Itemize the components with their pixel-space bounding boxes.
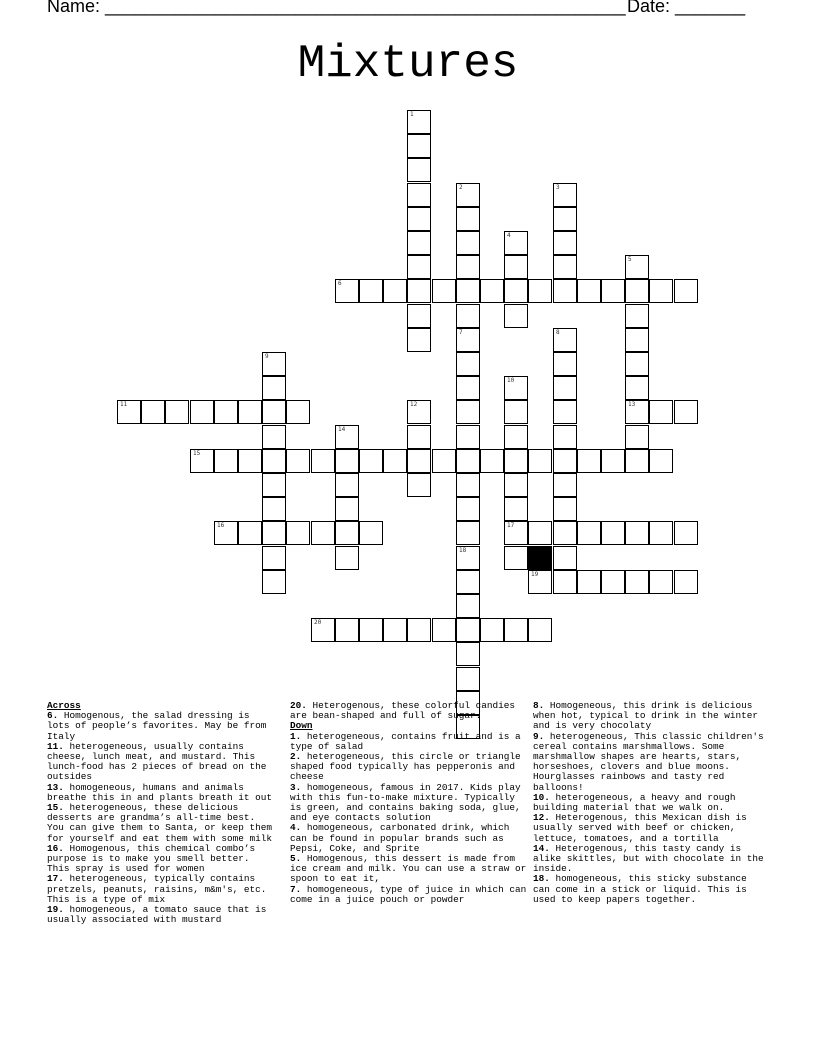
grid-cell[interactable] — [528, 279, 552, 303]
clue-text: homogeneous, a tomato sauce that is usually associated with mustard — [47, 904, 267, 926]
clue-text: Homogenous, this dessert is made from ice cream and milk. You can use a straw or spoon to eat it, — [290, 853, 527, 885]
grid-cell[interactable] — [407, 304, 431, 328]
grid-cell[interactable] — [504, 255, 528, 279]
clue-number: 17. — [47, 873, 64, 885]
grid-cell[interactable] — [335, 449, 359, 473]
grid-cell[interactable] — [214, 521, 238, 545]
grid-cell[interactable] — [286, 521, 310, 545]
grid-cell[interactable] — [456, 642, 480, 666]
clue-text: heterogeneous, these delicious desserts are grandma’s all-time best. You can give them to Santa, or keep them for yourself and eat them with some milk — [47, 802, 273, 844]
clue-text: heterogeneous, a heavy and rough building material that we walk on. — [533, 791, 736, 814]
grid-cell[interactable] — [504, 546, 528, 570]
clue-text: heterogeneous, this circle or triangle shaped food typically has pepperonis and cheese — [290, 751, 521, 783]
clue-number: 2. — [290, 751, 302, 763]
clue-number: 16 — [217, 522, 225, 529]
grid-cell[interactable] — [165, 400, 189, 424]
grid-cell[interactable] — [335, 497, 359, 521]
grid-cell[interactable] — [601, 521, 625, 545]
grid-cell[interactable] — [311, 449, 335, 473]
clue-number: 15 — [193, 450, 201, 457]
grid-cell[interactable] — [649, 521, 673, 545]
page-title: Mixtures — [297, 38, 519, 90]
grid-cell[interactable] — [117, 400, 141, 424]
grid-cell[interactable] — [625, 279, 649, 303]
clue-number: 10 — [507, 377, 515, 384]
grid-cell[interactable] — [601, 570, 625, 594]
grid-cell[interactable] — [674, 279, 698, 303]
grid-cell[interactable] — [456, 352, 480, 376]
grid-cell[interactable] — [407, 207, 431, 231]
grid-cell[interactable] — [335, 618, 359, 642]
grid-cell[interactable] — [359, 279, 383, 303]
clue-number: 15. — [47, 802, 64, 814]
date-line: Date: _______ — [627, 0, 746, 16]
black-square — [528, 546, 552, 570]
grid-cell[interactable] — [262, 425, 286, 449]
clue-number: 12 — [410, 401, 418, 408]
grid-cell[interactable] — [407, 134, 431, 158]
grid-cell[interactable] — [456, 521, 480, 545]
grid-cell[interactable] — [480, 618, 504, 642]
clue-text: heterogeneous, This classic children's cereal contains marshmallows. Some marshmallow shapes are hearts, stars, horseshoes, clovers and blue moons. Hourglasses rainbows and tasty red balloons! — [533, 730, 764, 793]
clue-number: 7 — [459, 329, 463, 336]
grid-cell[interactable] — [504, 618, 528, 642]
name-line: Name: ____________________________________________________ — [47, 0, 626, 16]
grid-cell[interactable] — [625, 400, 649, 424]
grid-cell[interactable] — [504, 473, 528, 497]
grid-cell[interactable] — [504, 449, 528, 473]
grid-cell[interactable] — [504, 400, 528, 424]
grid-cell[interactable] — [504, 279, 528, 303]
grid-cell[interactable] — [335, 473, 359, 497]
grid-cell[interactable] — [625, 449, 649, 473]
clue-text: heterogeneous, usually contains cheese, lunch meat, and mustard. This lunch-food has 2 pieces of bread on the outsides — [47, 740, 267, 783]
clue-text: Heterogenous, this tasty candy is alike skittles, but with chocolate in the inside. — [533, 842, 764, 875]
grid-cell[interactable] — [238, 400, 262, 424]
clue-number: 12. — [533, 812, 550, 824]
grid-cell[interactable] — [504, 376, 528, 400]
clue — [533, 701, 769, 732]
clue — [290, 854, 528, 885]
grid-cell[interactable] — [674, 521, 698, 545]
grid-cell[interactable] — [504, 521, 528, 545]
clue-number: 10. — [533, 791, 550, 803]
grid-cell[interactable] — [262, 473, 286, 497]
grid-cell[interactable] — [456, 449, 480, 473]
grid-cell[interactable] — [286, 400, 310, 424]
clue — [533, 874, 769, 905]
grid-cell[interactable] — [649, 279, 673, 303]
clue-number: 8 — [556, 329, 560, 336]
grid-cell[interactable] — [456, 570, 480, 594]
clue-number: 5. — [290, 853, 302, 865]
grid-cell[interactable] — [625, 521, 649, 545]
grid-cell[interactable] — [456, 183, 480, 207]
grid-cell[interactable] — [456, 328, 480, 352]
grid-cell[interactable] — [553, 546, 577, 570]
clue-number: 3 — [556, 184, 560, 191]
grid-cell[interactable] — [238, 449, 262, 473]
grid-cell[interactable] — [553, 570, 577, 594]
clue-number: 6. — [47, 710, 59, 722]
grid-cell[interactable] — [504, 497, 528, 521]
grid-cell[interactable] — [553, 279, 577, 303]
grid-cell[interactable] — [456, 400, 480, 424]
clue-number: 6 — [338, 280, 342, 287]
clue-text: Homogenous, the salad dressing is lots of people’s favorites. May be from Italy — [47, 710, 267, 742]
clue-number: 9 — [265, 353, 269, 360]
grid-cell[interactable] — [432, 279, 456, 303]
clue-number: 13. — [47, 781, 64, 793]
grid-cell[interactable] — [456, 667, 480, 691]
grid-cell[interactable] — [625, 425, 649, 449]
clue-text: homogeneous, humans and animals breathe this in and plants breath it out — [47, 781, 273, 803]
grid-cell[interactable] — [504, 425, 528, 449]
grid-cell[interactable] — [407, 328, 431, 352]
grid-cell[interactable] — [456, 376, 480, 400]
grid-cell[interactable] — [383, 279, 407, 303]
grid-cell[interactable] — [359, 521, 383, 545]
grid-cell[interactable] — [649, 570, 673, 594]
grid-cell[interactable] — [407, 183, 431, 207]
grid-cell[interactable] — [528, 449, 552, 473]
grid-cell[interactable] — [407, 473, 431, 497]
grid-cell[interactable] — [335, 425, 359, 449]
grid-cell[interactable] — [649, 400, 673, 424]
grid-cell[interactable] — [456, 546, 480, 570]
grid-cell[interactable] — [674, 400, 698, 424]
grid-cell[interactable] — [625, 328, 649, 352]
grid-cell[interactable] — [625, 304, 649, 328]
grid-cell[interactable] — [407, 231, 431, 255]
grid-cell[interactable] — [214, 400, 238, 424]
grid-cell[interactable] — [577, 279, 601, 303]
clue-number: 1 — [410, 111, 414, 118]
clue-text: Homogenous, this chemical combo’s purpose is to make you smell better. This spray is used for women — [47, 842, 256, 875]
grid-cell[interactable] — [553, 473, 577, 497]
clue-number: 19. — [47, 904, 64, 916]
grid-cell[interactable] — [577, 521, 601, 545]
grid-cell[interactable] — [407, 425, 431, 449]
grid-cell[interactable] — [335, 521, 359, 545]
grid-cell[interactable] — [262, 449, 286, 473]
grid-cell[interactable] — [553, 328, 577, 352]
across-heading: Across — [47, 700, 81, 711]
grid-cell[interactable] — [262, 570, 286, 594]
clues-column-1 — [47, 701, 275, 925]
grid-cell[interactable] — [311, 618, 335, 642]
grid-cell[interactable] — [553, 352, 577, 376]
grid-cell[interactable] — [456, 304, 480, 328]
clue — [47, 844, 275, 875]
grid-cell[interactable] — [528, 521, 552, 545]
grid-cell[interactable] — [456, 207, 480, 231]
clue-text: heterogeneous, typically contains pretzels, peanuts, raisins, m&m's, etc. This is a type of mix — [47, 873, 267, 905]
clue-number: 4. — [290, 822, 302, 834]
grid-cell[interactable] — [480, 449, 504, 473]
clue — [290, 752, 528, 783]
grid-cell[interactable] — [577, 570, 601, 594]
grid-cell[interactable] — [407, 255, 431, 279]
clue-number: 19 — [531, 571, 539, 578]
grid-cell[interactable] — [553, 425, 577, 449]
clue — [47, 711, 275, 742]
clue — [533, 732, 769, 793]
grid-cell[interactable] — [553, 231, 577, 255]
grid-cell[interactable] — [262, 376, 286, 400]
clue-number: 1. — [290, 730, 302, 742]
grid-cell[interactable] — [214, 449, 238, 473]
grid-cell[interactable] — [190, 400, 214, 424]
grid-cell[interactable] — [504, 304, 528, 328]
grid-cell[interactable] — [553, 255, 577, 279]
grid-cell[interactable] — [407, 158, 431, 182]
grid-cell[interactable] — [456, 425, 480, 449]
grid-cell[interactable] — [625, 570, 649, 594]
clue-number: 18 — [459, 547, 467, 554]
clue-number: 17 — [507, 522, 515, 529]
clue — [47, 783, 275, 803]
clue-number: 13 — [628, 401, 636, 408]
grid-cell[interactable] — [577, 449, 601, 473]
grid-cell[interactable] — [383, 449, 407, 473]
clue-number: 11. — [47, 740, 64, 752]
clue-number: 5 — [628, 256, 632, 263]
grid-cell[interactable] — [238, 521, 262, 545]
clue-number: 14 — [338, 426, 346, 433]
grid-cell[interactable] — [262, 497, 286, 521]
clue — [290, 885, 528, 905]
grid-cell[interactable] — [311, 521, 335, 545]
grid-cell[interactable] — [674, 570, 698, 594]
grid-cell[interactable] — [335, 546, 359, 570]
clue — [290, 783, 528, 824]
grid-cell[interactable] — [553, 521, 577, 545]
clue — [47, 905, 275, 925]
clue-text: Heterogenous, these colorful candies are bean-shaped and full of sugar. — [290, 700, 516, 722]
clue — [47, 803, 275, 844]
clue-number: 18. — [533, 873, 550, 885]
grid-cell[interactable] — [262, 400, 286, 424]
grid-cell[interactable] — [528, 618, 552, 642]
grid-cell[interactable] — [286, 449, 310, 473]
grid-cell[interactable] — [456, 231, 480, 255]
grid-cell[interactable] — [359, 449, 383, 473]
down-heading: Down — [290, 720, 313, 732]
clue — [290, 823, 528, 854]
clue-number: 20 — [314, 619, 322, 626]
grid-cell[interactable] — [553, 376, 577, 400]
grid-cell[interactable] — [625, 352, 649, 376]
grid-cell[interactable] — [432, 618, 456, 642]
grid-cell[interactable] — [553, 400, 577, 424]
grid-cell[interactable] — [407, 400, 431, 424]
clue-text: homogeneous, type of juice in which can come in a juice pouch or powder — [290, 883, 527, 905]
clue — [47, 874, 275, 905]
grid-cell[interactable] — [553, 207, 577, 231]
clue-number: 3. — [290, 781, 302, 793]
clues-column-2 — [290, 701, 528, 905]
grid-cell[interactable] — [601, 449, 625, 473]
clue-number: 14. — [533, 842, 550, 854]
clue — [47, 742, 275, 783]
grid-cell[interactable] — [407, 110, 431, 134]
grid-cell[interactable] — [625, 376, 649, 400]
clue-number: 7. — [290, 883, 302, 895]
clue-text: homogeneous, this sticky substance can come in a stick or liquid. This is used to keep papers together. — [533, 873, 747, 905]
grid-cell[interactable] — [625, 255, 649, 279]
clue-number: 8. — [533, 700, 545, 711]
grid-cell[interactable] — [262, 546, 286, 570]
grid-cell[interactable] — [553, 497, 577, 521]
grid-cell[interactable] — [456, 255, 480, 279]
grid-cell[interactable] — [359, 618, 383, 642]
clue — [290, 732, 528, 752]
clue-number: 2 — [459, 184, 463, 191]
clue — [533, 813, 769, 844]
grid-cell[interactable] — [262, 521, 286, 545]
grid-cell[interactable] — [456, 594, 480, 618]
clue-number: 20. — [290, 700, 307, 711]
grid-cell[interactable] — [407, 449, 431, 473]
clue — [290, 701, 528, 721]
grid-cell[interactable] — [456, 279, 480, 303]
grid-cell[interactable] — [649, 449, 673, 473]
grid-cell[interactable] — [528, 570, 552, 594]
grid-cell[interactable] — [432, 449, 456, 473]
clue-text: heterogeneous, contains fruit and is a type of salad — [290, 730, 521, 752]
clue-text: Homogeneous, this drink is delicious when hot, typical to drink in the winter and is very chocolaty — [533, 700, 759, 732]
grid-cell[interactable] — [456, 473, 480, 497]
clue-number: 4 — [507, 232, 511, 239]
grid-cell[interactable] — [262, 352, 286, 376]
grid-cell[interactable] — [407, 279, 431, 303]
clue-text: homogeneous, carbonated drink, which can be found in popular brands such as Pepsi, Coke, and Sprite — [290, 822, 510, 854]
grid-cell[interactable] — [335, 279, 359, 303]
clue — [533, 793, 769, 813]
clue-number: 9. — [533, 730, 545, 742]
clue-text: Heterogenous, this Mexican dish is usually served with beef or chicken, lettuce, tomatoes, and a tortilla — [533, 812, 747, 844]
clues-column-3 — [533, 701, 769, 905]
grid-cell[interactable] — [601, 279, 625, 303]
clue-text: homogeneous, famous in 2017. Kids play with this fun-to-make mixture. Typically is green, and contains baking soda, glue, and eye contacts solution — [290, 781, 521, 824]
grid-cell[interactable] — [190, 449, 214, 473]
grid-cell[interactable] — [407, 618, 431, 642]
grid-cell[interactable] — [480, 279, 504, 303]
clue-number: 16. — [47, 842, 64, 854]
clue — [533, 844, 769, 875]
grid-cell[interactable] — [504, 231, 528, 255]
grid-cell[interactable] — [456, 497, 480, 521]
grid-cell[interactable] — [553, 183, 577, 207]
grid-cell[interactable] — [141, 400, 165, 424]
grid-cell[interactable] — [456, 618, 480, 642]
grid-cell[interactable] — [383, 618, 407, 642]
grid-cell[interactable] — [553, 449, 577, 473]
clue-number: 11 — [120, 401, 128, 408]
